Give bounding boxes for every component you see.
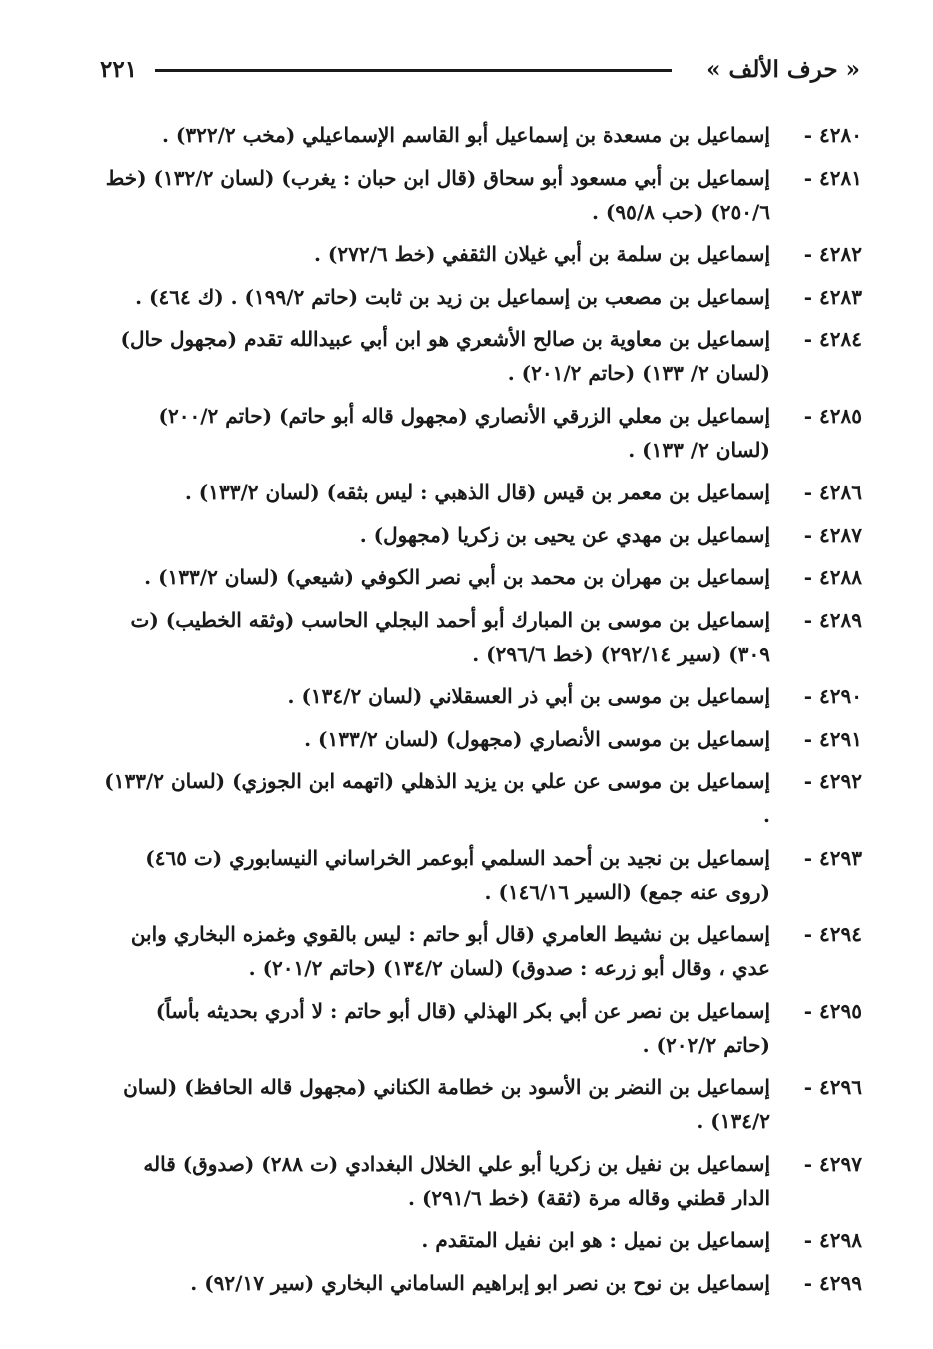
- entry-text: إسماعيل بن موسى بن أبي ذر العسقلاني (لسان ١٣٤/٢) .: [287, 684, 770, 708]
- entry-number: ٤٢٩٤ -: [803, 922, 862, 946]
- entry-text: إسماعيل بن نميل : هو ابن نفيل المتقدم .: [421, 1228, 770, 1252]
- entry-number: ٤٢٩٠ -: [803, 684, 862, 708]
- entry-number: ٤٢٩١ -: [803, 726, 862, 751]
- entry-list: [102, 118, 862, 1308]
- entry-text: إسماعيل بن مهدي عن يحيى بن زكريا (مجهول) .: [359, 522, 770, 547]
- entry-text: إسماعيل بن سلمة بن أبي غيلان الثقفي (خط ٢٧٢/٦) .: [313, 242, 770, 266]
- entry-text: إسماعيل بن نوح بن نصر ابو إبراهيم الساماني البخاري (سير ٩٢/١٧) .: [190, 1270, 770, 1295]
- entry-text: إسماعيل بن موسى الأنصاري (مجهول) (لسان ١٣٣/٢) .: [304, 726, 770, 751]
- entry-number: ٤٢٨٣ -: [803, 284, 862, 309]
- entry-number: ٤٢٨٨ -: [803, 565, 862, 589]
- list-item: [102, 764, 862, 832]
- entry-number: ٤٢٩٣ -: [803, 845, 862, 870]
- entry-number: ٤٢٨٩ -: [803, 607, 862, 632]
- list-item: [102, 161, 862, 229]
- page-header: [100, 52, 860, 92]
- list-item: [102, 841, 862, 909]
- entry-text: إسماعيل بن معلي الزرقي الأنصاري (مجهول قاله أبو حاتم) (حاتم ٢٠٠/٢) (لسان ٢/ ١٣٣) .: [158, 403, 770, 462]
- entry-text: إسماعيل بن مسعدة بن إسماعيل أبو القاسم الإسماعيلي (مخب ٣٢٢/٢) .: [161, 123, 770, 147]
- list-item: [102, 917, 862, 985]
- entry-number: ٤٢٩٨ -: [803, 1228, 862, 1252]
- entry-text: إسماعيل بن أبي مسعود أبو سحاق (قال ابن حبان : يغرب) (لسان ١٣٢/٢) (خط ٢٥٠/٦) (حب ٩٥/٨) .: [105, 165, 770, 224]
- entry-number: ٤٢٨٢ -: [803, 242, 862, 266]
- list-item: [102, 1266, 862, 1300]
- entry-number: ٤٢٩٦ -: [803, 1075, 862, 1099]
- list-item: [102, 399, 862, 467]
- entry-text: إسماعيل بن معمر بن قيس (قال الذهبي : ليس بثقه) (لسان ١٣٣/٢) .: [184, 480, 770, 504]
- entry-number: ٤٢٩٧ -: [803, 1151, 862, 1176]
- list-item: [102, 475, 862, 509]
- entry-text: إسماعيل بن نجيد بن أحمد السلمي أبوعمر الخراساني النيسابوري (ت ٤٦٥) (روى عنه جمع) (السير ١٤٦/١٦) .: [145, 845, 770, 904]
- entry-number: ٤٢٨٠ -: [803, 123, 862, 147]
- entry-text: إسماعيل بن مهران بن محمد بن أبي نصر الكوفي (شيعي) (لسان ١٣٣/٢) .: [144, 565, 770, 589]
- entry-number: ٤٢٨٧ -: [803, 522, 862, 547]
- list-item: [102, 679, 862, 713]
- entry-number: ٤٢٩٥ -: [803, 998, 862, 1023]
- list-item: [102, 560, 862, 594]
- entry-text: إسماعيل بن موسى عن علي بن يزيد الذهلي (اتهمه ابن الجوزي) (لسان ١٣٣/٢) .: [104, 769, 770, 827]
- entry-text: إسماعيل بن موسى بن المبارك أبو أحمد البجلي الحاسب (وثقه الخطيب) (ت ٣٠٩) (سير ٢٩٢/١٤) (خط ٢٩٦/٦) .: [130, 607, 770, 666]
- entry-number: ٤٢٨٦ -: [803, 480, 862, 504]
- entry-number: ٤٢٩٢ -: [803, 769, 862, 793]
- chapter-title: « حرف الألف »: [706, 56, 860, 83]
- list-item: [102, 1070, 862, 1138]
- list-item: [102, 237, 862, 271]
- entry-number: ٤٢٨١ -: [803, 165, 862, 190]
- entry-number: ٤٢٩٩ -: [803, 1270, 862, 1295]
- entry-text: إسماعيل بن النضر بن الأسود بن خطامة الكناني (مجهول قاله الحافظ) (لسان ١٣٤/٢) .: [123, 1075, 770, 1133]
- list-item: [102, 1147, 862, 1215]
- list-item: [102, 603, 862, 671]
- list-item: [102, 518, 862, 552]
- list-item: [102, 322, 862, 390]
- entry-number: ٤٢٨٤ -: [803, 327, 862, 351]
- entry-text: إسماعيل بن نفيل بن زكريا أبو علي الخلال البغدادي (ت ٢٨٨) (صدوق) قاله الدار قطني وقاله مرة (ثقة) (خط ٢٩١/٦) .: [143, 1151, 770, 1210]
- header-rule: [155, 69, 672, 72]
- entry-text: إسماعيل بن نصر عن أبي بكر الهذلي (قال أبو حاتم : لا أدري بحديثه بأساً) (حاتم ٢٠٢/٢) .: [155, 998, 770, 1057]
- list-item: [102, 722, 862, 756]
- list-item: [102, 1223, 862, 1257]
- list-item: [102, 280, 862, 314]
- entry-text: إسماعيل بن معاوية بن صالح الأشعري هو ابن أبي عبيدالله تقدم (مجهول حال) (لسان ٢/ ١٣٣) (حاتم ٢٠١/٢) .: [120, 327, 770, 385]
- entry-number: ٤٢٨٥ -: [803, 403, 862, 428]
- list-item: [102, 994, 862, 1062]
- entry-text: إسماعيل بن مصعب بن إسماعيل بن زيد بن ثابت (حاتم ١٩٩/٢) . (ك ٤٦٤) .: [135, 284, 770, 309]
- list-item: [102, 118, 862, 152]
- entry-text: إسماعيل بن نشيط العامري (قال أبو حاتم : ليس بالقوي وغمزه البخاري وابن عدي ، وقال أبو زرعه : صدوق) (لسان ١٣٤/٢) (حاتم ٢٠١/٢) .: [130, 922, 770, 980]
- page-number: ٢٢١: [100, 56, 138, 83]
